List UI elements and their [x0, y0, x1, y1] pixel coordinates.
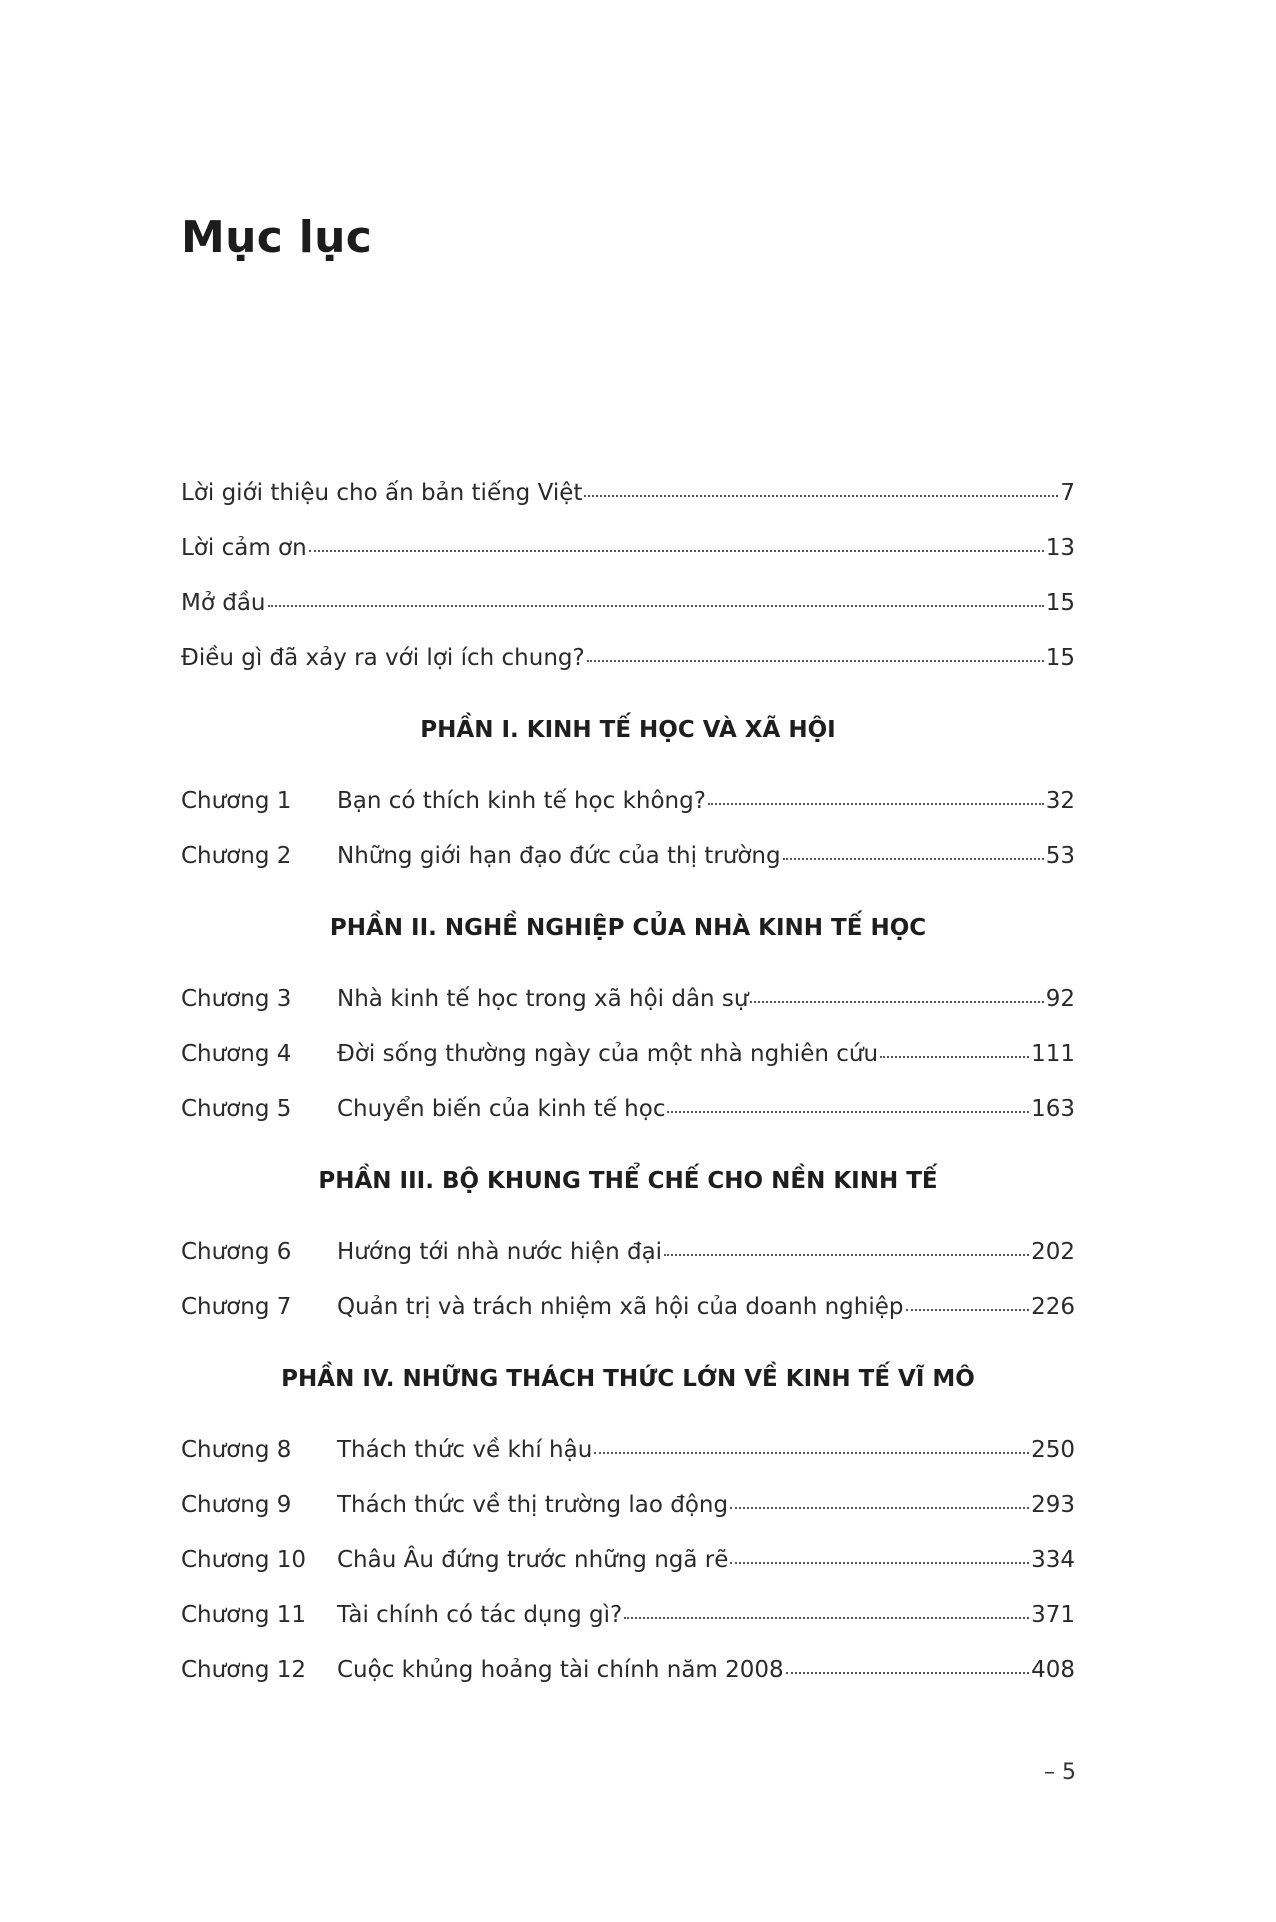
page-title: Mục lục: [181, 212, 373, 263]
chapter-title: Thách thức về thị trường lao động: [337, 1492, 729, 1518]
toc-entry: [181, 466, 1075, 521]
chapter-page: 202: [1031, 1239, 1075, 1265]
dot-leader: [268, 605, 1044, 607]
toc-chapter: [181, 1588, 1075, 1643]
chapter-number: Chương 1: [181, 788, 292, 814]
toc-entry-label: Lời giới thiệu cho ấn bản tiếng Việt: [181, 480, 583, 506]
chapter-title: Quản trị và trách nhiệm xã hội của doanh nghiệp: [337, 1294, 904, 1320]
dot-leader: [880, 1056, 1029, 1058]
chapter-page: 226: [1031, 1294, 1075, 1320]
toc-entry: [181, 521, 1075, 576]
dot-leader: [783, 858, 1044, 860]
toc-chapter: [181, 829, 1075, 884]
chapter-title: Châu Âu đứng trước những ngã rẽ: [337, 1547, 729, 1573]
toc-chapter: [181, 1533, 1075, 1588]
chapter-title: Bạn có thích kinh tế học không?: [337, 788, 706, 814]
chapter-page: 408: [1031, 1657, 1075, 1683]
chapter-number: Chương 6: [181, 1239, 292, 1265]
toc-chapter: [181, 1423, 1075, 1478]
chapter-number: Chương 4: [181, 1041, 292, 1067]
toc-entry-label: Mở đầu: [181, 590, 266, 616]
dot-leader: [708, 803, 1044, 805]
chapter-page: 293: [1031, 1492, 1075, 1518]
part-heading: PHẦN II. NGHỀ NGHIỆP CỦA NHÀ KINH TẾ HỌC: [329, 915, 927, 941]
chapter-number: Chương 8: [181, 1437, 292, 1463]
chapter-number: Chương 9: [181, 1492, 292, 1518]
toc-chapter: [181, 774, 1075, 829]
part-heading: PHẦN III. BỘ KHUNG THỂ CHẾ CHO NỀN KINH TẾ: [318, 1168, 938, 1194]
chapter-title: Hướng tới nhà nước hiện đại: [337, 1239, 663, 1265]
chapter-number: Chương 12: [181, 1657, 307, 1683]
chapter-title: Nhà kinh tế học trong xã hội dân sự: [337, 986, 749, 1012]
toc-entry-label: Lời cảm ơn: [181, 535, 307, 561]
toc-entry-page: 13: [1045, 535, 1075, 561]
dot-leader: [667, 1111, 1029, 1113]
dot-leader: [730, 1562, 1029, 1564]
chapter-number: Chương 10: [181, 1547, 307, 1573]
toc-chapter: [181, 1280, 1075, 1335]
chapter-page: 250: [1031, 1437, 1075, 1463]
toc-chapter: [181, 1082, 1075, 1137]
chapter-number: Chương 7: [181, 1294, 292, 1320]
dot-leader: [750, 1001, 1043, 1003]
chapter-number: Chương 11: [181, 1602, 307, 1628]
chapter-title: Đời sống thường ngày của một nhà nghiên cứu: [337, 1041, 879, 1067]
chapter-page: 163: [1031, 1096, 1075, 1122]
part-heading: PHẦN IV. NHỮNG THÁCH THỨC LỚN VỀ KINH TẾ VĨ MÔ: [281, 1366, 975, 1392]
chapter-page: 92: [1045, 986, 1075, 1012]
chapter-title: Thách thức về khí hậu: [337, 1437, 593, 1463]
toc-entry-label: Điều gì đã xảy ra với lợi ích chung?: [181, 645, 585, 671]
chapter-page: 371: [1031, 1602, 1075, 1628]
dot-leader: [584, 495, 1058, 497]
toc-entry: [181, 576, 1075, 631]
toc-entry: [181, 631, 1075, 686]
chapter-page: 32: [1045, 788, 1075, 814]
chapter-page: 334: [1031, 1547, 1075, 1573]
part-heading: PHẦN I. KINH TẾ HỌC VÀ XÃ HỘI: [420, 717, 836, 743]
dot-leader: [309, 550, 1044, 552]
dot-leader: [906, 1309, 1030, 1311]
page-number: – 5: [1044, 1760, 1076, 1785]
toc-entry-page: 15: [1045, 645, 1075, 671]
toc-chapter: [181, 1478, 1075, 1533]
chapter-title: Những giới hạn đạo đức của thị trường: [337, 843, 781, 869]
chapter-page: 53: [1045, 843, 1075, 869]
dot-leader: [786, 1672, 1029, 1674]
chapter-number: Chương 3: [181, 986, 292, 1012]
chapter-page: 111: [1031, 1041, 1075, 1067]
dot-leader: [624, 1617, 1029, 1619]
dot-leader: [664, 1254, 1029, 1256]
chapter-number: Chương 5: [181, 1096, 292, 1122]
chapter-title: Tài chính có tác dụng gì?: [337, 1602, 623, 1628]
dot-leader: [594, 1452, 1029, 1454]
table-of-contents: [181, 466, 1075, 1698]
toc-chapter: [181, 972, 1075, 1027]
toc-chapter: [181, 1643, 1075, 1698]
chapter-title: Chuyển biến của kinh tế học: [337, 1096, 666, 1122]
dot-leader: [730, 1507, 1029, 1509]
toc-entry-page: 7: [1060, 480, 1075, 506]
toc-chapter: [181, 1027, 1075, 1082]
chapter-number: Chương 2: [181, 843, 292, 869]
chapter-title: Cuộc khủng hoảng tài chính năm 2008: [337, 1657, 784, 1683]
toc-chapter: [181, 1225, 1075, 1280]
toc-entry-page: 15: [1045, 590, 1075, 616]
dot-leader: [587, 660, 1044, 662]
